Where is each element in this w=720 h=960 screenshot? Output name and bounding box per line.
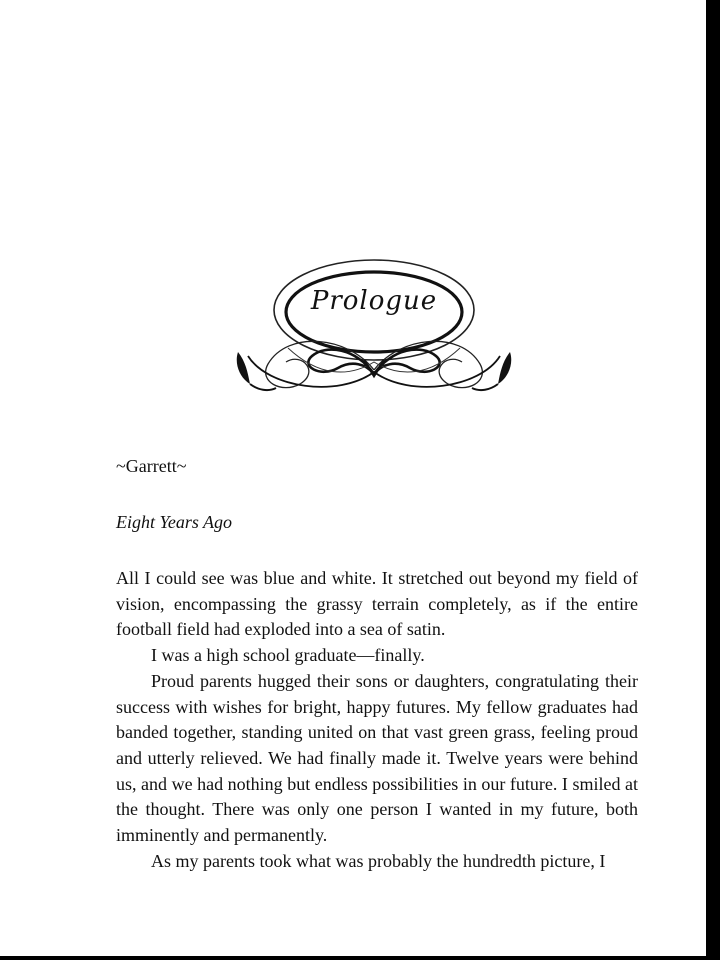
paragraph: As my parents took what was probably the hundredth picture, I (151, 850, 606, 871)
timeframe-label: Eight Years Ago (116, 512, 233, 532)
narrator-label: ~Garrett~ (116, 456, 187, 476)
paragraph: I was a high school graduate—finally. (151, 645, 425, 666)
flourish-frame-icon (228, 252, 520, 402)
chapter-body (116, 566, 638, 874)
paragraph: All I could see was blue and white. It stretched out beyond my field of vision, encompassing the grassy terrain completely, as if the entire football field had exploded into a sea of satin. (116, 568, 638, 640)
prologue-ornament (228, 252, 520, 402)
paragraph: Proud parents hugged their sons or daughters, congratulating their success with wishes for bright, happy futures. My fellow graduates had banded together, standing united on that vast green grass, feeling proud and utterly relieved. We had finally made it. Twelve years were behind us, and we had nothing but endless possibilities in our future. I smiled at the thought. There was only one person I wanted in my future, both imminently and permanently. (116, 670, 638, 846)
chapter-title: Prologue (310, 286, 438, 316)
